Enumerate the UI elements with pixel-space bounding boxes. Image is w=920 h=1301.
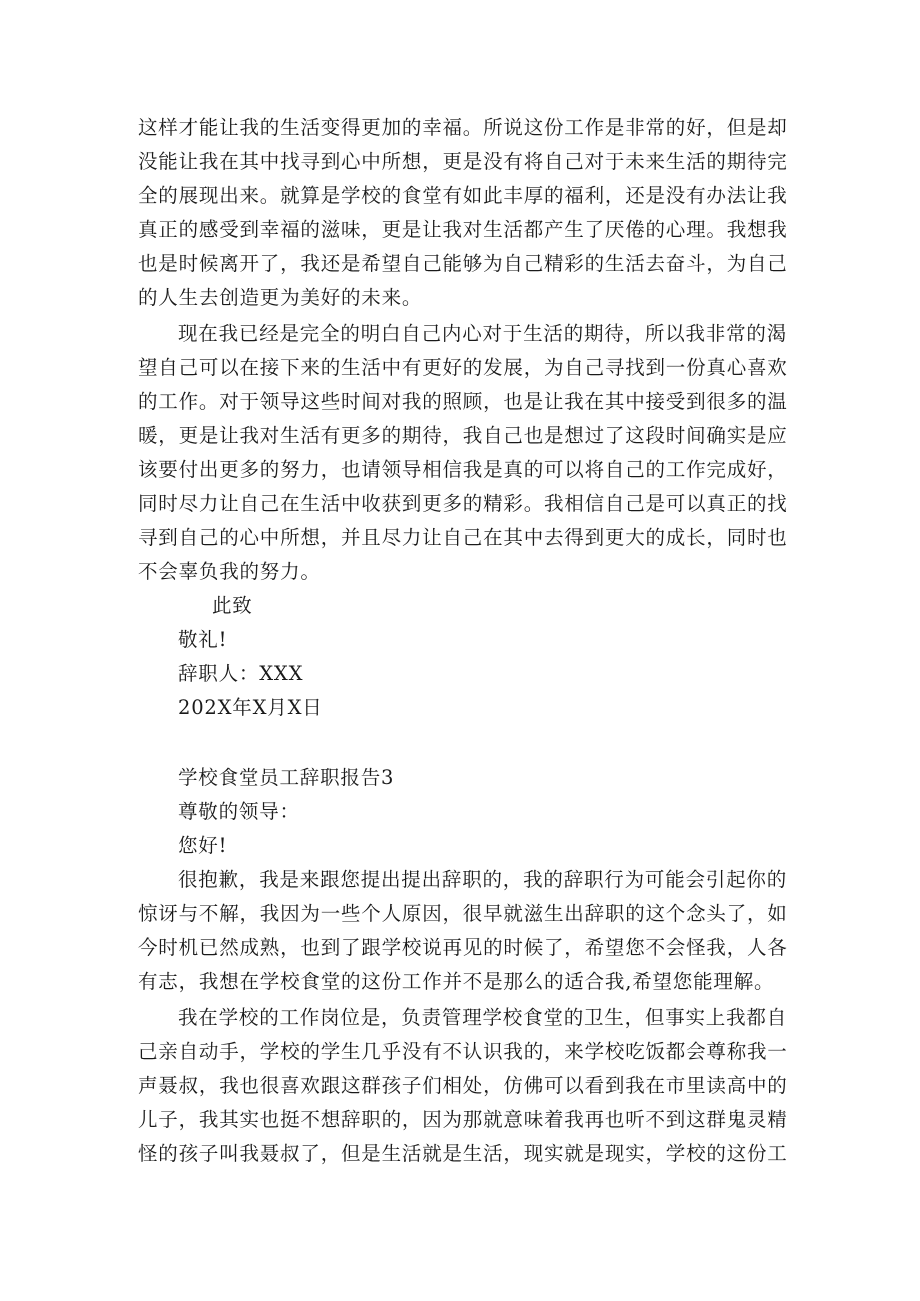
body-text-line: 今时机已然成熟，也到了跟学校说再见的时候了，希望您不会怪我，人各 <box>138 936 788 959</box>
body-text-line: 现在我已经是完全的明白自己内心对于生活的期待，所以我非常的渴 <box>178 322 788 345</box>
body-text-line: 这样才能让我的生活变得更加的幸福。所说这份工作是非常的好，但是却 <box>138 116 788 139</box>
closing-jingli: 敬礼! <box>178 628 228 651</box>
date: 202X年X月X日 <box>178 696 323 719</box>
signer: 辞职人：XXX <box>178 662 304 685</box>
closing-cizhi: 此致 <box>212 594 253 617</box>
salutation: 尊敬的领导： <box>178 800 300 823</box>
body-text-line: 声聂叔，我也很喜欢跟这群孩子们相处，仿佛可以看到我在市里读高中的 <box>138 1074 788 1097</box>
body-text-line: 不会辜负我的努力。 <box>138 560 321 583</box>
greeting: 您好! <box>178 834 228 857</box>
body-text-line: 真正的感受到幸福的滋味，更是让我对生活都产生了厌倦的心理。我想我 <box>138 218 788 241</box>
body-text-line: 全的展现出来。就算是学校的食堂有如此丰厚的福利，还是没有办法让我 <box>138 184 788 207</box>
body-text-line: 惊讶与不解，我因为一些个人原因，很早就滋生出辞职的这个念头了，如 <box>138 902 788 925</box>
body-text-line: 很抱歉，我是来跟您提出提出辞职的，我的辞职行为可能会引起你的 <box>178 868 788 891</box>
body-text-line: 儿子，我其实也挺不想辞职的，因为那就意味着我再也听不到这群鬼灵精 <box>138 1108 788 1131</box>
section-title: 学校食堂员工辞职报告3 <box>178 766 395 789</box>
body-text-line: 己亲自动手，学校的学生几乎没有不认识我的，来学校吃饭都会尊称我一 <box>138 1040 788 1063</box>
body-text-line: 同时尽力让自己在生活中收获到更多的精彩。我相信自己是可以真正的找 <box>138 492 788 515</box>
body-text-line: 的人生去创造更为美好的未来。 <box>138 286 423 309</box>
body-text-line: 寻到自己的心中所想，并且尽力让自己在其中去得到更大的成长，同时也 <box>138 526 788 549</box>
body-text-line: 我在学校的工作岗位是，负责管理学校食堂的卫生，但事实上我都自 <box>178 1006 788 1029</box>
body-text-line: 有志，我想在学校食堂的这份工作并不是那么的适合我,希望您能理解。 <box>138 970 775 993</box>
body-text-line: 该要付出更多的努力，也请领导相信我是真的可以将自己的工作完成好， <box>138 458 788 481</box>
body-text-line: 望自己可以在接下来的生活中有更好的发展，为自己寻找到一份真心喜欢 <box>138 356 788 379</box>
body-text-line: 也是时候离开了，我还是希望自己能够为自己精彩的生活去奋斗，为自己 <box>138 252 788 275</box>
body-text-line: 没能让我在其中找寻到心中所想，更是没有将自己对于未来生活的期待完 <box>138 150 788 173</box>
body-text-line: 的工作。对于领导这些时间对我的照顾，也是让我在其中接受到很多的温 <box>138 390 788 413</box>
body-text-line: 暖，更是让我对生活有更多的期待，我自己也是想过了这段时间确实是应 <box>138 424 788 447</box>
body-text-line: 怪的孩子叫我聂叔了，但是生活就是生活，现实就是现实，学校的这份工 <box>138 1142 788 1165</box>
